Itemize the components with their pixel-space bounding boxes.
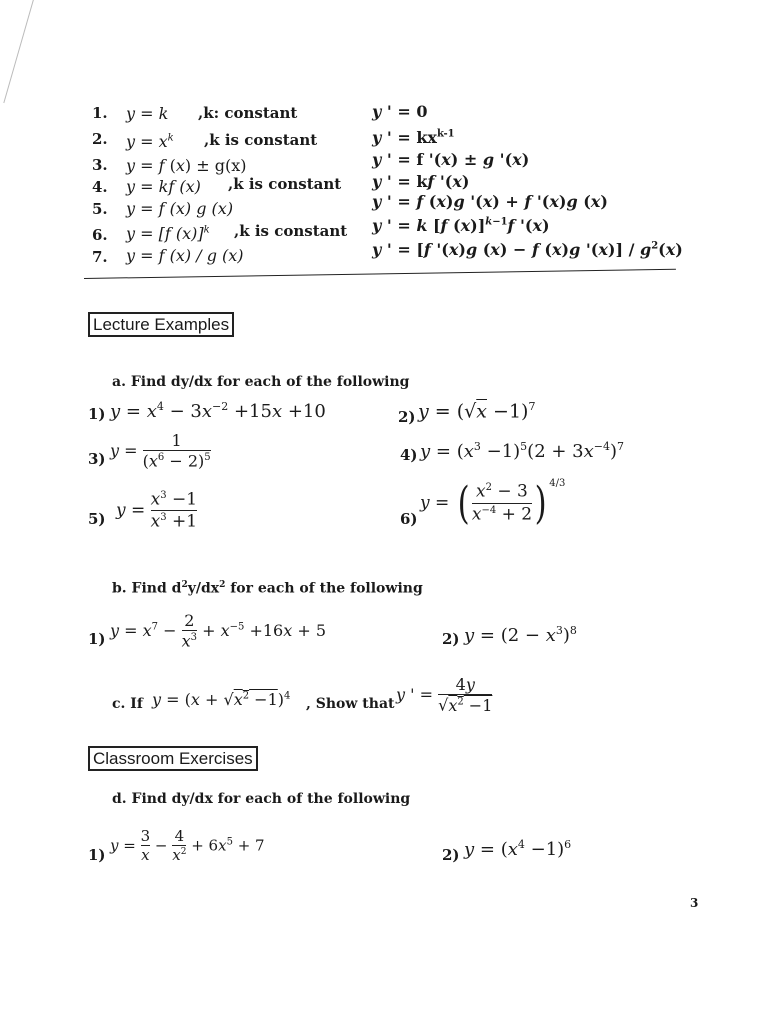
rule-left: y = f (x) / g (x) [126, 246, 244, 265]
classroom-exercises-heading: Classroom Exercises [88, 746, 258, 771]
rule-left: y = k [126, 104, 169, 123]
rule-right: y ' = kf '(x) [372, 172, 470, 191]
rule-number: 6. [92, 226, 108, 244]
item-label: 5) [88, 510, 106, 528]
rule-left: y = f (x) ± g(x) [126, 156, 247, 175]
rule-condition: ,k: constant [198, 104, 298, 122]
rule-right: y ' = f '(x) ± g '(x) [372, 150, 530, 169]
equation: y = $\frac{3}{x}$ − $\frac{4}{x^2}$ + $6x^5 + 7$ [110, 827, 265, 865]
rule-left: y = kf (x) [126, 177, 201, 196]
item-label: 3) [88, 450, 106, 468]
item-label: 1) [88, 846, 106, 864]
equation: $y = (x + √x^2 -1)^4$ [152, 690, 291, 709]
equation: $y = (2 - x^3)^8$ [464, 624, 577, 646]
rule-number: 5. [92, 200, 108, 218]
item-label: 2) [442, 846, 460, 864]
rule-left: y = [f (x)]$^k$ [126, 224, 210, 243]
rule-number: 4. [92, 178, 108, 196]
equation: $y = x^7$ − $\frac{2}{x^3}$ + $x^{-5} +16x + 5$ [110, 611, 327, 651]
rule-number: 2. [92, 130, 108, 148]
part-a-title: a. Find dy/dx for each of the following [112, 374, 410, 390]
lecture-examples-heading: Lecture Examples [88, 312, 234, 337]
rule-number: 3. [92, 156, 108, 174]
result-equation: y ' = $\frac{4y}{√x^2 -1}$ [396, 675, 493, 715]
rule-number: 7. [92, 248, 108, 266]
item-label: 2) [398, 408, 416, 426]
horizontal-rule [84, 269, 676, 280]
equation: y = $\frac{1}{(x^6 - 2)^5}$ [110, 431, 211, 471]
item-label: 4) [400, 446, 418, 464]
rule-right: y ' = 0 [372, 102, 428, 121]
part-d-title: d. Find dy/dx for each of the following [112, 791, 411, 807]
equation: $y = (x^3 -1)^5(2 + 3x^{-4})^7$ [420, 440, 625, 462]
item-label: 1) [88, 630, 106, 648]
show-that-text: , Show that [306, 696, 395, 712]
rule-condition: ,k is constant [228, 175, 342, 193]
item-label: 6) [400, 510, 418, 528]
page-corner-fold [0, 0, 40, 103]
rule-condition: ,k is constant [204, 131, 318, 149]
equation: $y = (√x -1)^7$ [418, 400, 536, 423]
equation: $y = (x^4 -1)^6$ [464, 838, 572, 860]
rule-left: y = f (x) g (x) [126, 199, 234, 218]
rule-right: y ' = f (x)g '(x) + f '(x)g (x) [372, 192, 608, 211]
equation: y = ( $\frac{x^2 - 3}{x^{-4} + 2}$ ) $^{4/3}$ [420, 477, 566, 529]
item-label: 1) [88, 405, 106, 423]
item-label: 2) [442, 630, 460, 648]
part-b-title: b. Find $d^2y/dx^2$ for each of the following [112, 580, 423, 597]
equation: y = $\frac{x^3 -1}{x^3 +1}$ [116, 489, 198, 532]
page-number: 3 [690, 896, 699, 910]
rule-condition: ,k is constant [234, 222, 348, 240]
rule-right: y ' = k [f (x)]$^{k-1}$f '(x) [372, 216, 550, 235]
equation: $y = x^4 - 3x^{-2} +15x +10$ [110, 400, 326, 422]
rule-right: y ' = [f '(x)g (x) − f (x)g '$(x)] / g^2(x)$ [372, 240, 683, 259]
rule-number: 1. [92, 104, 108, 122]
rule-right: y ' = $kx^{k-1}$ [372, 128, 455, 147]
part-c-label: c. If [112, 696, 143, 712]
rule-left: $y = x^k$ [126, 132, 174, 151]
